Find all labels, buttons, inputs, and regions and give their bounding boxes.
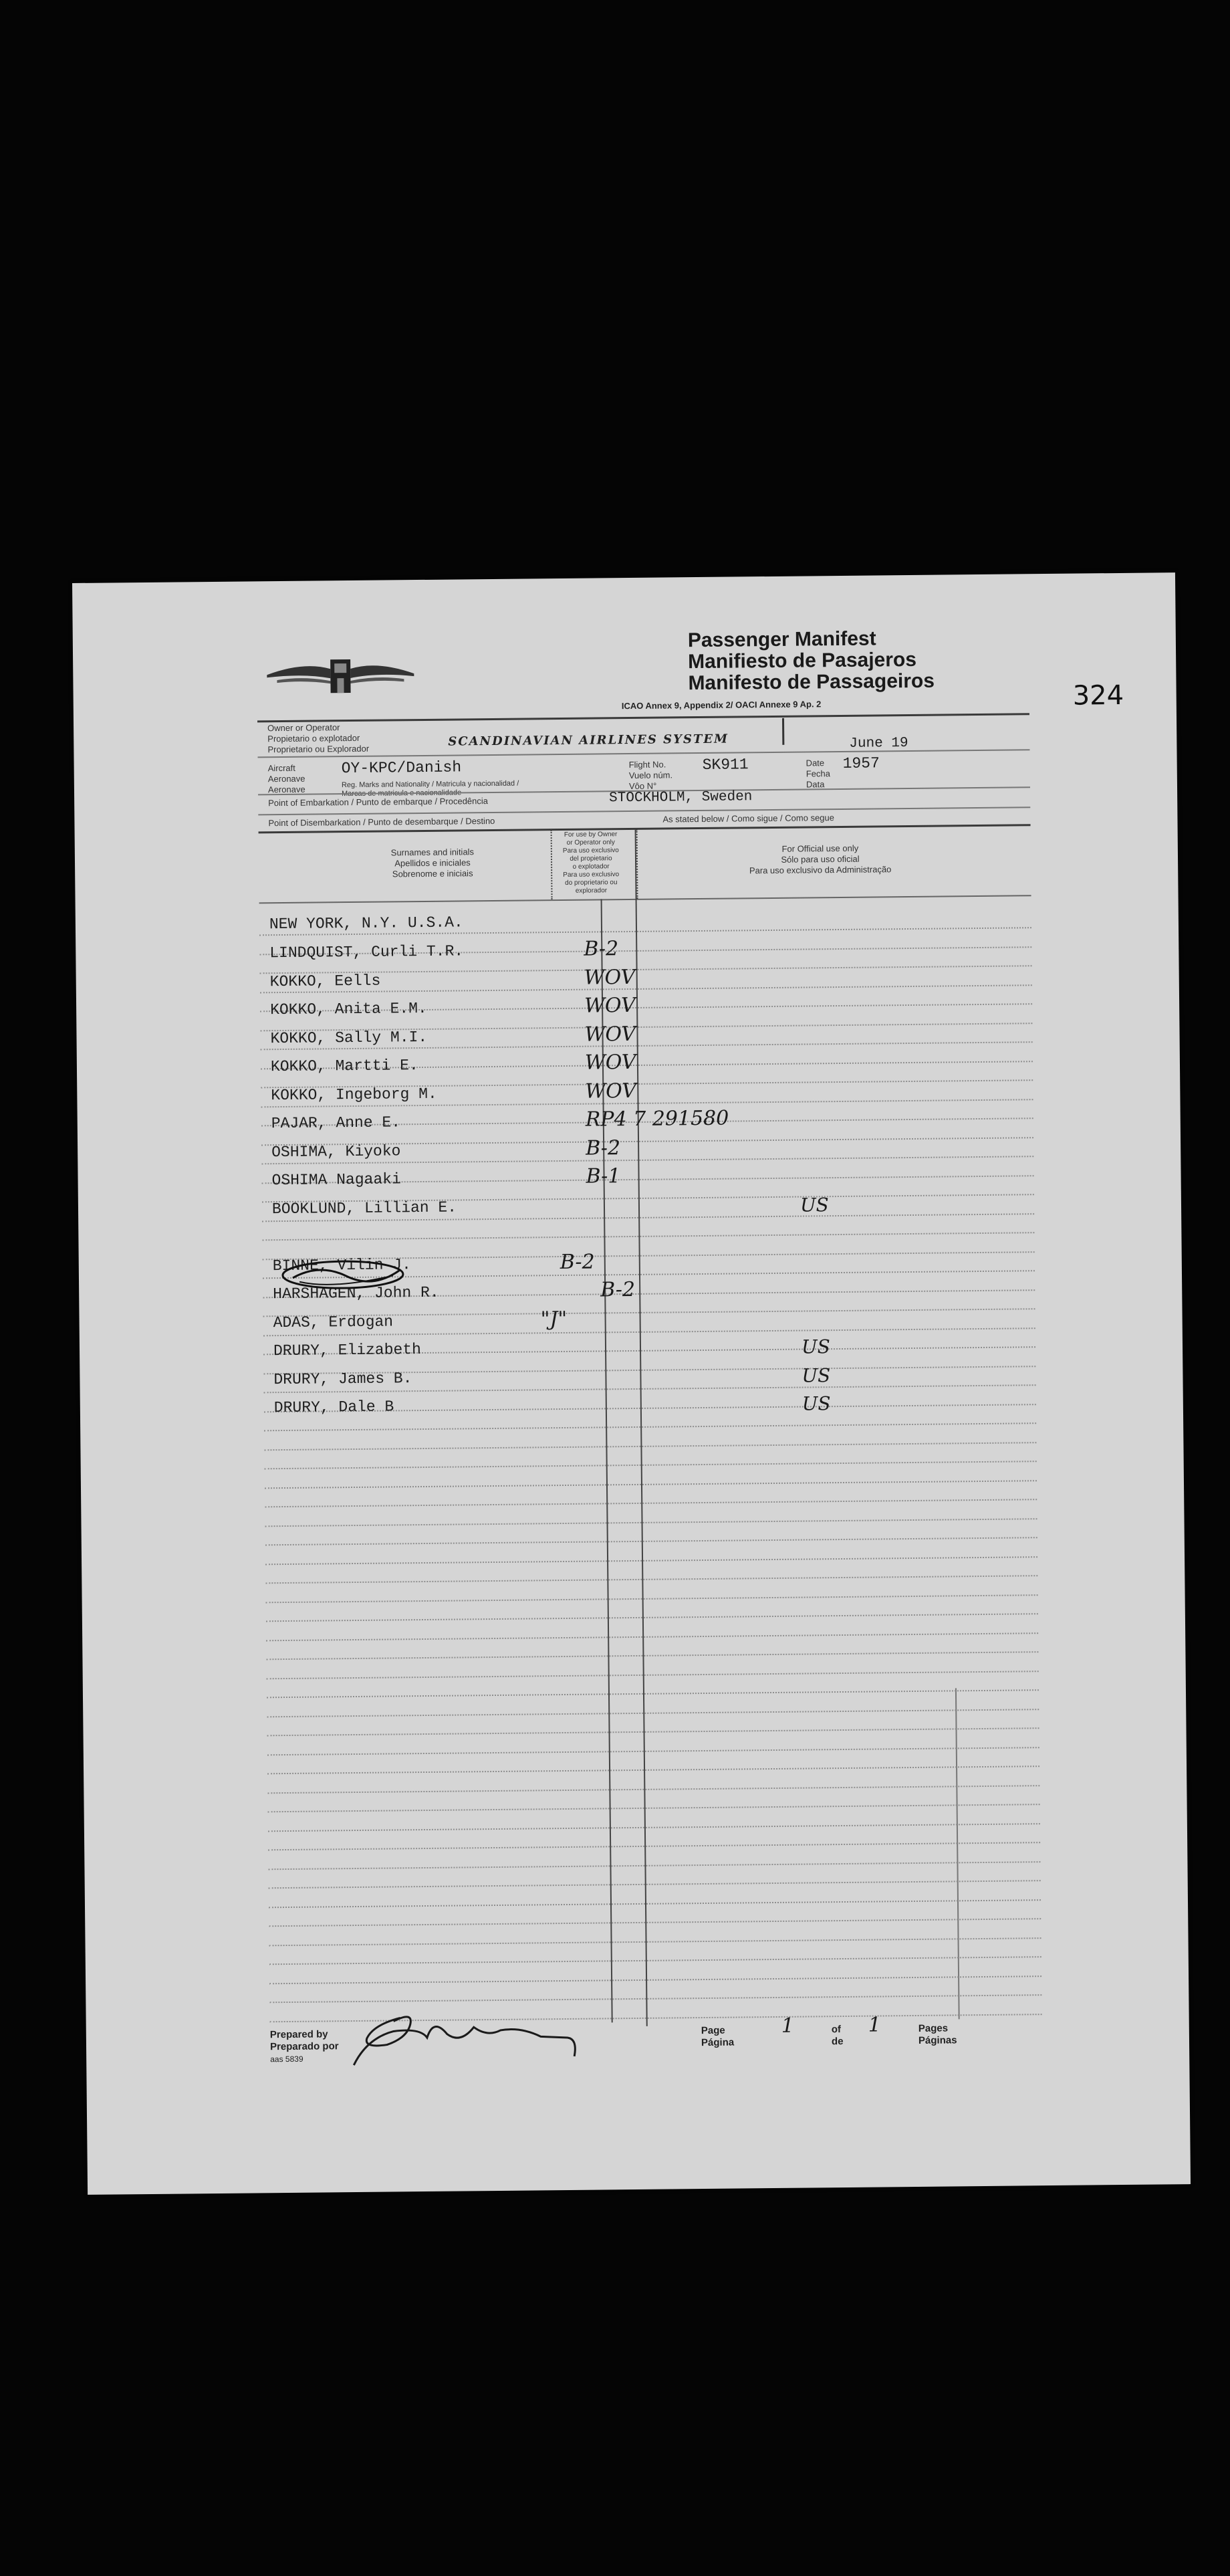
passenger-name: KOKKO, Anita E.M. <box>270 999 427 1019</box>
flight-value: SK911 <box>702 756 749 774</box>
page-value: 1 <box>781 2014 795 2038</box>
row-rule <box>269 1975 1041 1984</box>
official-mark: US <box>800 1193 829 1216</box>
passenger-name: DRURY, Dale B <box>273 1398 394 1417</box>
passenger-name: HARSHAGEN, John R. <box>273 1283 439 1303</box>
title-es: Manifiesto de Pasajeros <box>688 648 917 673</box>
preparer-signature <box>346 1996 614 2072</box>
passenger-name: KOKKO, Ingeborg M. <box>271 1085 437 1104</box>
passenger-name: DRURY, Elizabeth <box>273 1341 421 1360</box>
sas-wings-logo-icon <box>263 653 418 702</box>
row-rule <box>267 1785 1039 1794</box>
passenger-name: DRURY, James B. <box>273 1369 412 1388</box>
row-rule <box>268 1804 1040 1812</box>
passenger-name: PAJAR, Anne E. <box>271 1113 401 1133</box>
passenger-name: KOKKO, Eells <box>269 972 381 990</box>
visa-mark: WOV <box>584 965 636 990</box>
row-rule <box>265 1537 1037 1545</box>
row-rule <box>264 1442 1036 1451</box>
official-mark: US <box>802 1392 831 1415</box>
flight-labels: Flight No. Vuelo núm. Vôo N° <box>628 759 673 792</box>
ruled-lines <box>72 572 1175 583</box>
aircraft-value: OY-KPC/Danish <box>341 758 462 778</box>
title-en: Passenger Manifest <box>687 627 876 652</box>
prepared-labels: Prepared by Preparado por aas 5839 <box>269 2028 339 2064</box>
visa-mark: B-2 <box>584 937 619 961</box>
passenger-name: OSHIMA, Kiyoko <box>271 1142 401 1161</box>
row-rule <box>268 1861 1040 1870</box>
row-rule <box>269 1918 1041 1927</box>
row-rule <box>267 1671 1039 1679</box>
visa-mark: RP4 7 291580 <box>585 1106 729 1132</box>
row-rule <box>269 1899 1041 1908</box>
manifest-sheet <box>72 572 1191 2195</box>
visa-mark: WOV <box>584 1050 636 1075</box>
date-year: 1957 <box>842 754 880 772</box>
row-rule <box>266 1651 1038 1660</box>
scribbled-out-entry <box>279 1255 414 1297</box>
visa-mark: WOV <box>584 993 636 1018</box>
names-column-header: Surnames and initials Apellidos e iniciales Sobrenome e iniciais <box>390 847 475 879</box>
visa-mark: B-2 <box>600 1277 636 1302</box>
official-mark: US <box>802 1364 831 1387</box>
passenger-name: LINDQUIST, Curli T.R. <box>269 942 464 962</box>
row-rule <box>268 1823 1040 1832</box>
disembarkation-note: As stated below / Como sigue / Como segue <box>662 813 835 825</box>
pen-stroke <box>782 718 784 745</box>
pages-labels: Pages Páginas <box>918 2022 957 2046</box>
official-column-header: For Official use only Sólo para uso oficial Para uso exclusivo da Administração <box>749 843 892 876</box>
row-rule <box>266 1632 1038 1641</box>
passenger-name: KOKKO, Martti E. <box>270 1057 418 1076</box>
row-rule <box>265 1518 1037 1527</box>
official-mark: US <box>801 1335 830 1358</box>
row-rule <box>265 1480 1037 1489</box>
date-month-day: June 19 <box>849 736 908 752</box>
date-labels: Date Fecha Data <box>806 758 830 790</box>
sheet-number: 324 <box>1072 679 1124 712</box>
passenger-name: OSHIMA Nagaaki <box>271 1170 401 1190</box>
passenger-name: ADAS, Erdogan <box>273 1312 394 1331</box>
row-rule <box>268 1842 1040 1850</box>
row-rule <box>267 1727 1039 1736</box>
row-rule <box>267 1689 1039 1698</box>
header-rule <box>257 713 1029 722</box>
row-rule <box>267 1709 1039 1717</box>
passenger-name: BINNE, Vilin J. <box>272 1255 411 1275</box>
row-rule <box>269 1880 1041 1889</box>
visa-mark: B-1 <box>586 1164 621 1188</box>
row-rule <box>266 1613 1038 1622</box>
passenger-name: KOKKO, Sally M.I. <box>270 1028 428 1047</box>
row-rule <box>269 1937 1041 1946</box>
row-rule <box>265 1575 1037 1584</box>
row-rule <box>269 1956 1041 1965</box>
owner-labels: Owner or Operator Propietario o explotador Proprietario ou Explorador <box>267 722 370 755</box>
embarkation-label: Point of Embarkation / Punto de embarque / Procedência <box>268 796 489 809</box>
row-rule <box>265 1499 1037 1507</box>
page-labels: Page Página <box>701 2024 735 2049</box>
embarkation-value: STOCKHOLM, Sweden <box>609 789 753 807</box>
title-pt: Manifesto de Passageiros <box>688 669 935 695</box>
visa-mark: "J" <box>540 1307 568 1331</box>
row-rule <box>267 1765 1039 1774</box>
destination-row: NEW YORK, N.Y. U.S.A. <box>269 914 463 934</box>
visa-mark: B-2 <box>585 1136 621 1160</box>
row-rule <box>266 1594 1038 1603</box>
passenger-name: BOOKLUND, Lillian E. <box>271 1198 457 1218</box>
row-rule <box>265 1461 1037 1469</box>
visa-mark: WOV <box>585 1079 637 1103</box>
row-rule <box>267 1747 1039 1755</box>
owner-value: SCANDINAVIAN AIRLINES SYSTEM <box>448 732 729 749</box>
of-labels: of de <box>831 2024 844 2048</box>
visa-mark: B-2 <box>560 1250 595 1274</box>
operator-column-header: For use by Owner or Operator only Para uso exclusivo del propietario o explotador Para uso exclusivo do proprietario ou explorador <box>562 831 620 895</box>
row-rule <box>265 1556 1037 1565</box>
disembarkation-label: Point of Disembarkation / Punto de desembarque / Destino <box>268 815 495 829</box>
aircraft-labels: Aircraft Aeronave Aeronave <box>267 762 305 795</box>
icao-annex: ICAO Annex 9, Appendix 2/ OACI Annexe 9 Ap. 2 <box>621 699 822 712</box>
visa-mark: WOV <box>584 1022 636 1047</box>
of-value: 1 <box>868 2013 882 2037</box>
reg-labels: Reg. Marks and Nationality / Matricula y nacionalidad / Marcas de matricula e nacionalidade <box>341 779 519 798</box>
